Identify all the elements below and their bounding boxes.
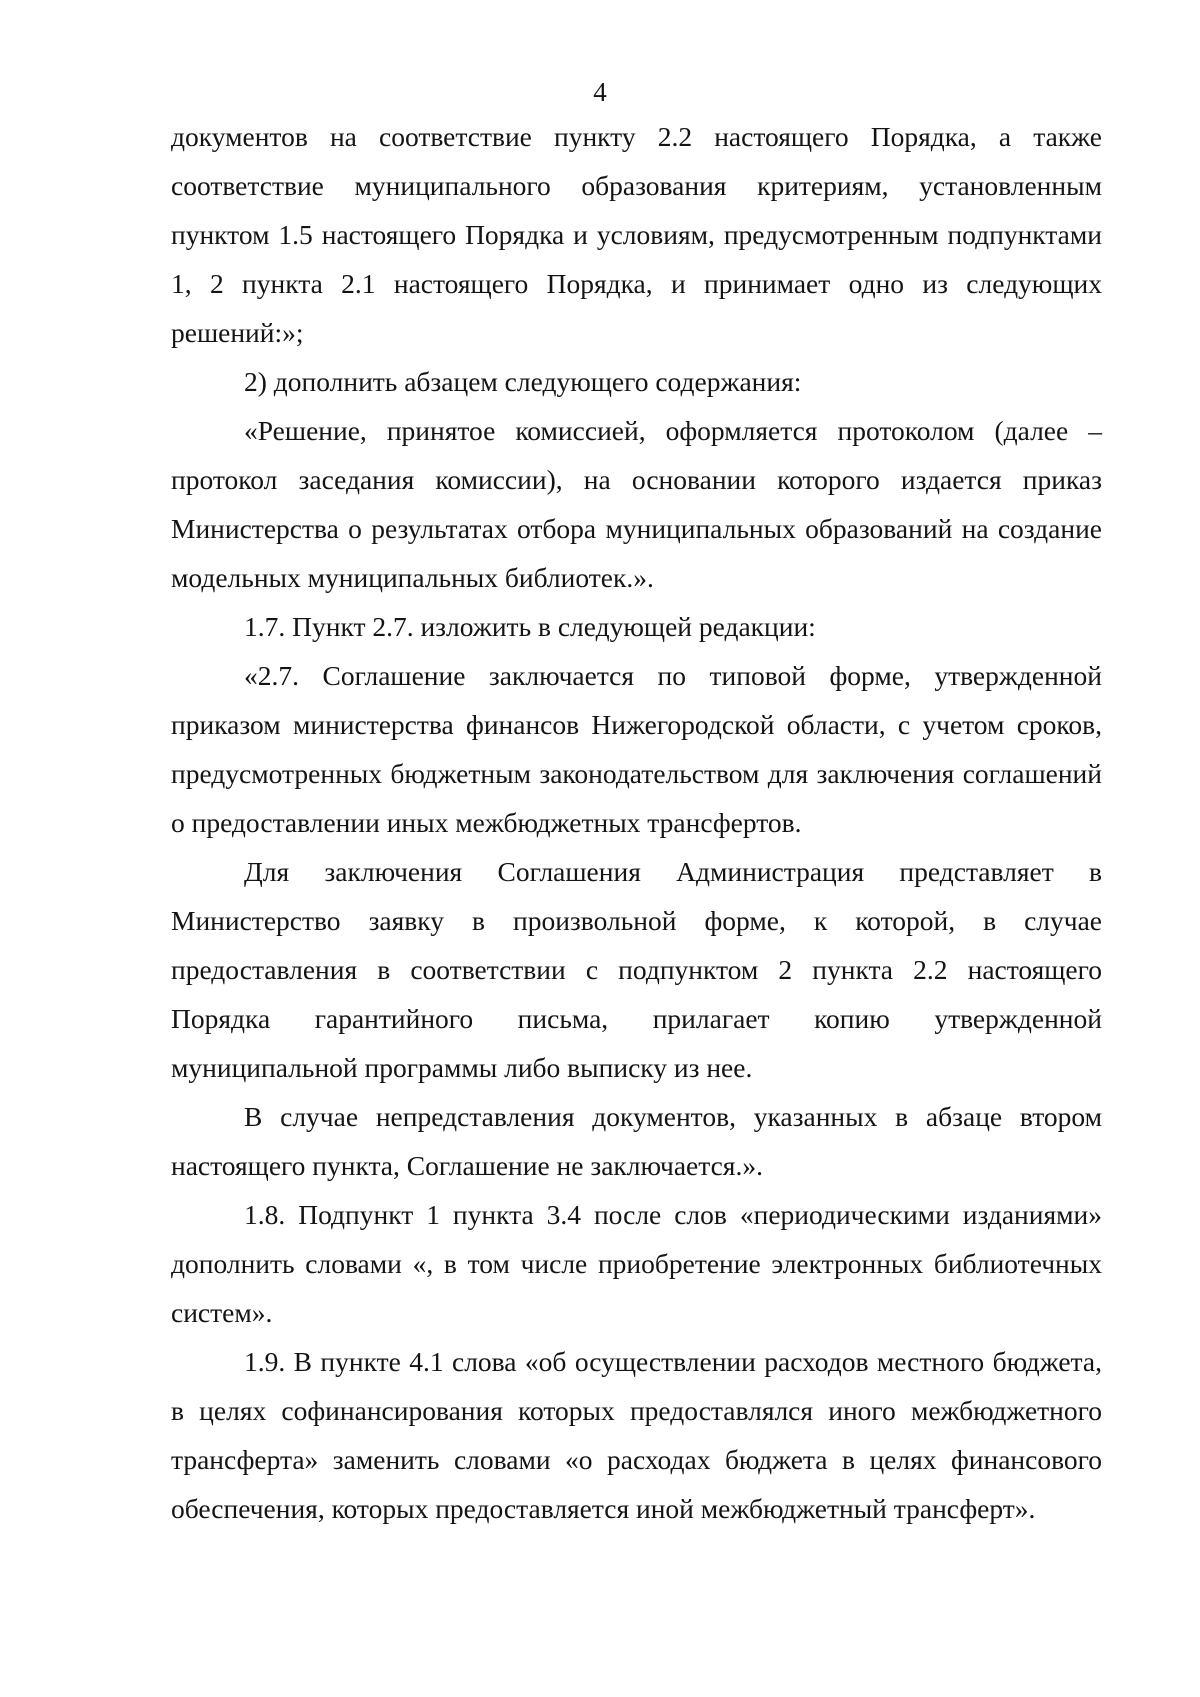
page-number: 4 [593,77,607,107]
paragraph-1-9: 1.9. В пункте 4.1 слова «об осуществлении расходов местного бюджета, в целях софинансирования которых предоставлялся иного межбюджетного трансферта» заменить словами «о расходах бюджета в целях финансового обеспечения, которых предоставляется иной межбюджетный трансферт». [171,1346,1102,1524]
paragraph-item-2: 2) дополнить абзацем следующего содержания: [244,366,802,397]
paragraph-1-7: 1.7. Пункт 2.7. изложить в следующей редакции: [244,611,816,642]
paragraph-continuation: документов на соответствие пункту 2.2 настоящего Порядка, а также соответствие муниципального образования критериям, установленным пунктом 1.5 настоящего Порядка и условиям, предусмотренным подпунктами 1, 2 пункта 2.1 настоящего Порядка, и принимает одно из следующих решений:»; [171,121,1102,348]
paragraph-no-agreement: В случае непредставления документов, указанных в абзаце втором настоящего пункта, Соглашение не заключается.». [171,1101,1102,1181]
document-body [171,112,1102,1533]
paragraph-1-8: 1.8. Подпункт 1 пункта 3.4 после слов «периодическими изданиями» дополнить словами «, в том числе приобретение электронных библиотечных систем». [171,1199,1102,1328]
paragraph-administration-request: Для заключения Соглашения Администрация представляет в Министерство заявку в произвольной форме, к которой, в случае предоставления в соответствии с подпунктом 2 пункта 2.2 настоящего Порядка гарантийного письма, прилагает копию утвержденной муниципальной программы либо выписку из нее. [171,856,1102,1083]
paragraph-2-7: «2.7. Соглашение заключается по типовой форме, утвержденной приказом министерства финансов Нижегородской области, с учетом сроков, предусмотренных бюджетным законодательством для заключения соглашений о предоставлении иных межбюджетных трансфертов. [171,660,1102,838]
paragraph-commission-decision: «Решение, принятое комиссией, оформляется протоколом (далее – протокол заседания комиссии), на основании которого издается приказ Министерства о результатах отбора муниципальных образований на создание модельных муниципальных библиотек.». [171,415,1102,593]
